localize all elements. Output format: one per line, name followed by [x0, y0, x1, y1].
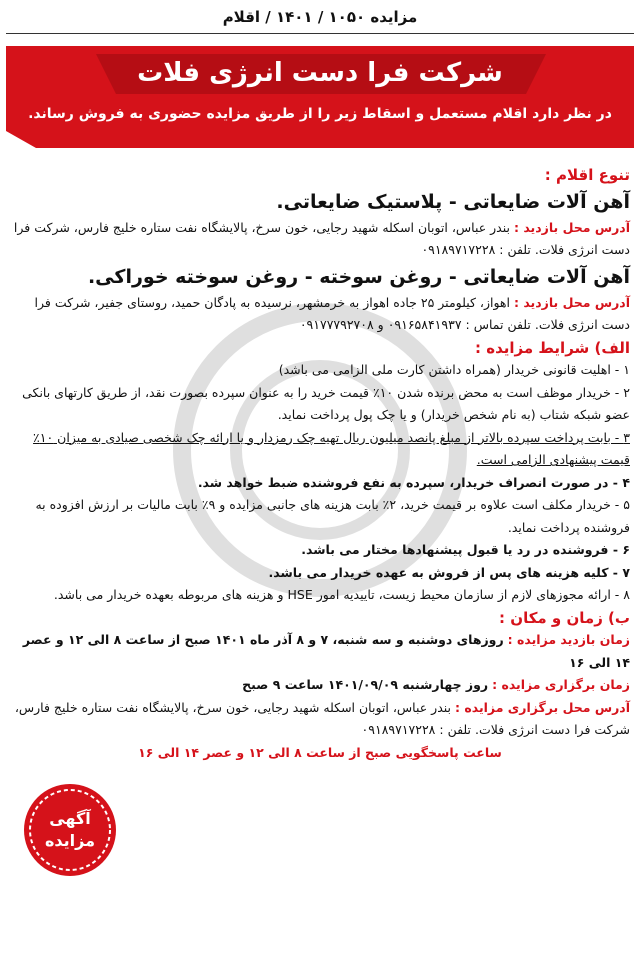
place-label: آدرس محل برگزاری مزایده : — [455, 699, 630, 715]
hold-time-label: زمان برگزاری مزایده : — [492, 677, 630, 692]
place — [10, 697, 630, 742]
condition-2: ۲ - خریدار موظف است به محض برنده شدن ۱۰٪ قیمت خرید را به عنوان سپرده بصورت نقد، از طریق کارتهای بانکی عضو شبکه شتاب (به نام شخص خریدار) و یا چک پول پرداخت نماید. — [22, 384, 630, 422]
header-divider — [6, 33, 634, 34]
items-title: تنوع اقلام : — [544, 166, 630, 184]
group-1-address-text: بندر عباس، اتوبان اسکله شهید رجایی، خون سرخ، پالایشگاه نفت ستاره خلیج فارس، شرکت فرا دست انرژی فلات. تلفن : ۰۹۱۸۹۷۱۷۲۲۸ — [13, 219, 630, 257]
group-1-address — [10, 217, 630, 262]
visit-time-text: روزهای دوشنبه و سه شنبه، ۷ و ۸ آذر ماه ۱۴۰۱ صبح از ساعت ۸ الی ۱۲ و عصر ۱۴ الی ۱۶ — [22, 632, 630, 670]
condition-6: ۶ - فروشنده در رد یا قبول پیشنهادها مختار می باشد. — [301, 542, 630, 557]
condition-1: ۱ - اهلیت قانونی خریدار (همراه داشتن کارت ملی الزامی می باشد) — [278, 362, 630, 377]
group-2-address — [10, 292, 630, 337]
group-2-title: آهن آلات ضایعاتی - روغن سوخته - روغن سوخته خوراکی. — [87, 265, 630, 288]
group-2-address-text: اهواز، کیلومتر ۲۵ جاده اهواز به خرمشهر، نرسیده به پادگان حمید، روستای جفیر، شرکت فرا دست انرژی فلات. تلفن تماس : ۰۹۱۶۵۸۴۱۹۳۷ و ۰۹۱۷۷۷۹۲۷۰۸ — [34, 294, 630, 332]
condition-3: ۳ - بابت پرداخت سپرده بالاتر از مبلغ پانصد میلیون ریال تهیه چک رمزدار و یا ارائه چک شخصی صیادی به میزان ۱۰٪ قیمت پیشنهادی الزامی است. — [33, 429, 630, 467]
hold-time — [10, 674, 630, 697]
stamp-line-1: آگهی — [49, 809, 91, 828]
hold-time-text: روز چهارشنبه ۱۴۰۱/۰۹/۰۹ ساعت ۹ صبح — [242, 677, 489, 692]
group-1-title: آهن آلات ضایعاتی - پلاستیک ضایعاتی. — [276, 190, 630, 213]
schedule-title: ب) زمان و مکان : — [499, 608, 630, 627]
intro-text: در نظر دارد اقلام مستعمل و اسقاط زیر را از طریق مزایده حضوری به فروش رساند. — [28, 106, 612, 122]
visit-time — [10, 629, 630, 674]
condition-8: ۸ - ارائه مجوزهای لازم از سازمان محیط زیست، تاییدیه امور HSE و هزینه های مربوطه بعهده خریدار می باشد. — [53, 587, 630, 602]
visit-time-label: زمان بازدید مزایده : — [507, 632, 630, 647]
condition-7: ۷ - کلیه هزینه های پس از فروش به عهده خریدار می باشد. — [268, 564, 630, 580]
auction-number: مزایده ۱۰۵۰ / ۱۴۰۱ / اقلام — [222, 8, 418, 26]
condition-4: ۴ - در صورت انصراف خریدار، سپرده به نفع فروشنده ضبط خواهد شد. — [197, 474, 630, 490]
condition-5: ۵ - خریدار مکلف است علاوه بر قیمت خرید، ۲٪ بابت هزینه های جانبی مزایده و ۹٪ بابت مالیات بر ارزش افزوده به فروشنده پرداخت نماید. — [35, 497, 630, 535]
group-2-address-label: آدرس محل بازدید : — [513, 294, 630, 310]
group-1-address-label: آدرس محل بازدید : — [513, 219, 630, 235]
response-hours: ساعت پاسخگویی صبح از ساعت ۸ الی ۱۲ و عصر ۱۴ الی ۱۶ — [138, 744, 502, 760]
company-name: شرکت فرا دست انرژی فلات — [137, 58, 503, 88]
stamp-line-2: مزایده — [44, 831, 96, 850]
place-text: بندر عباس، اتوبان اسکله شهید رجایی، خون سرخ، پالایشگاه نفت ستاره خلیج فارس، شرکت فرا دست انرژی فلات. تلفن : ۰۹۱۸۹۷۱۷۲۲۸ — [14, 699, 630, 737]
auction-stamp — [20, 780, 120, 880]
notice-body — [10, 164, 630, 764]
conditions-title: الف) شرایط مزایده : — [475, 338, 630, 357]
